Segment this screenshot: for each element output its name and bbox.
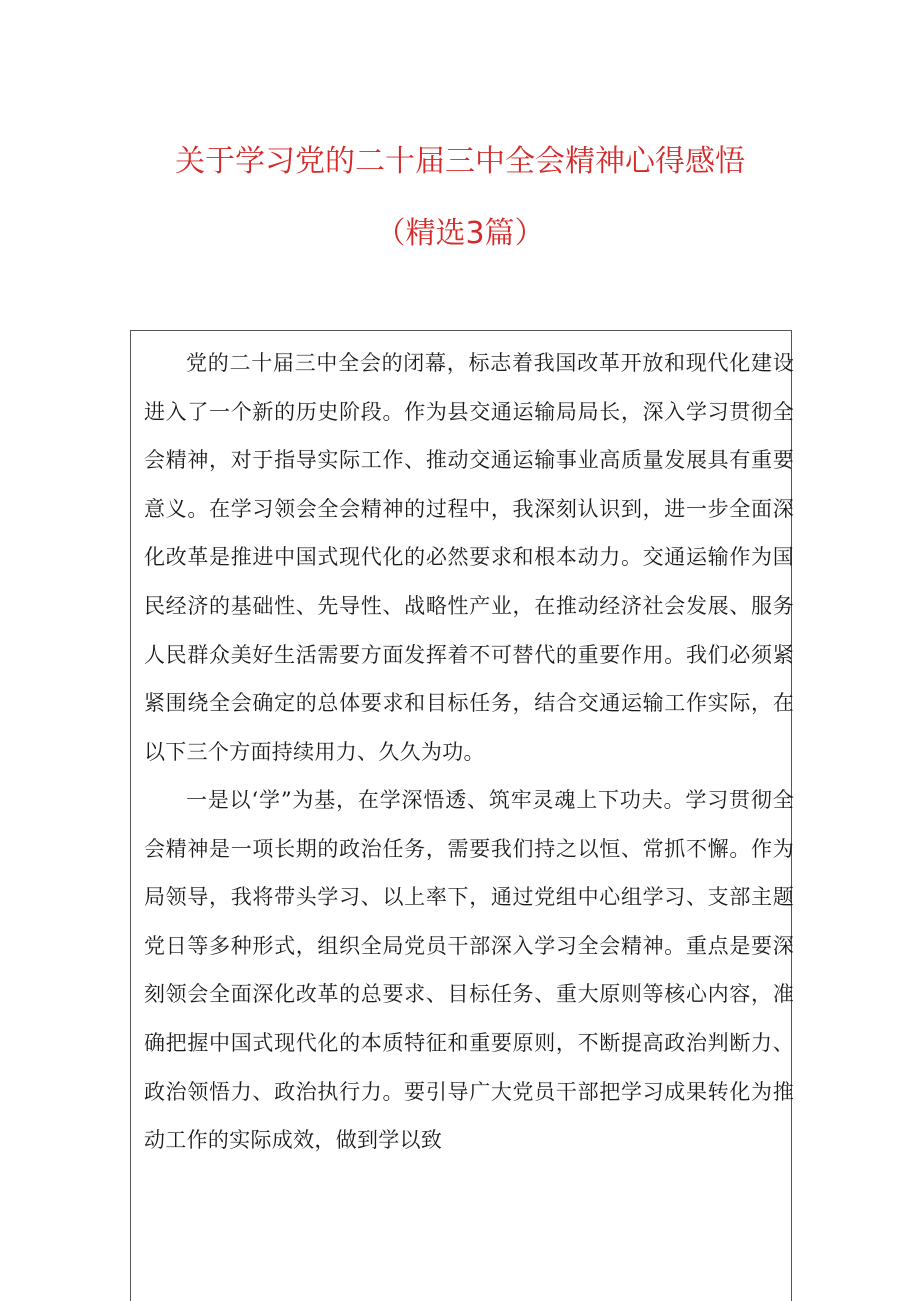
paragraph-2: 一是以‘学”为基，在学深悟透、筑牢灵魂上下功夫。学习贯彻全会精神是一项长期的政治任务，需要我们持之以恒、常抓不懈。作为局领导，我将带头学习、以上率下，通过党组中心组学习、支部主题党日等多种形式，组织全局党员干部深入学习全会精神。重点是要深刻领会全面深化改革的总要求、目标任务、重大原则等核心内容，准确把握中国式现代化的本质特征和重要原则，不断提高政治判断力、政治领悟力、政治执行力。要引导广大党员干部把学习成果转化为推动工作的实际成效，做到学以致 bbox=[144, 788, 794, 1153]
document-title: 关于学习党的二十届三中全会精神心得感悟 bbox=[175, 144, 745, 179]
document-subtitle: （精选3篇） bbox=[375, 216, 545, 251]
content-box bbox=[130, 330, 792, 1301]
paragraph-1: 党的二十届三中全会的闭幕，标志着我国改革开放和现代化建设进入了一个新的历史阶段。作为县交通运输局局长，深入学习贯彻全会精神，对于指导实际工作、推动交通运输事业高质量发展具有重要意义。在学习领会全会精神的过程中，我深刻认识到，进一步全面深化改革是推进中国式现代化的必然要求和根本动力。交通运输作为国民经济的基础性、先导性、战略性产业，在推动经济社会发展、服务人民群众美好生活需要方面发挥着不可替代的重要作用。我们必须紧紧围绕全会确定的总体要求和目标任务，结合交通运输工作实际，在以下三个方面持续用力、久久为功。 bbox=[144, 351, 794, 764]
